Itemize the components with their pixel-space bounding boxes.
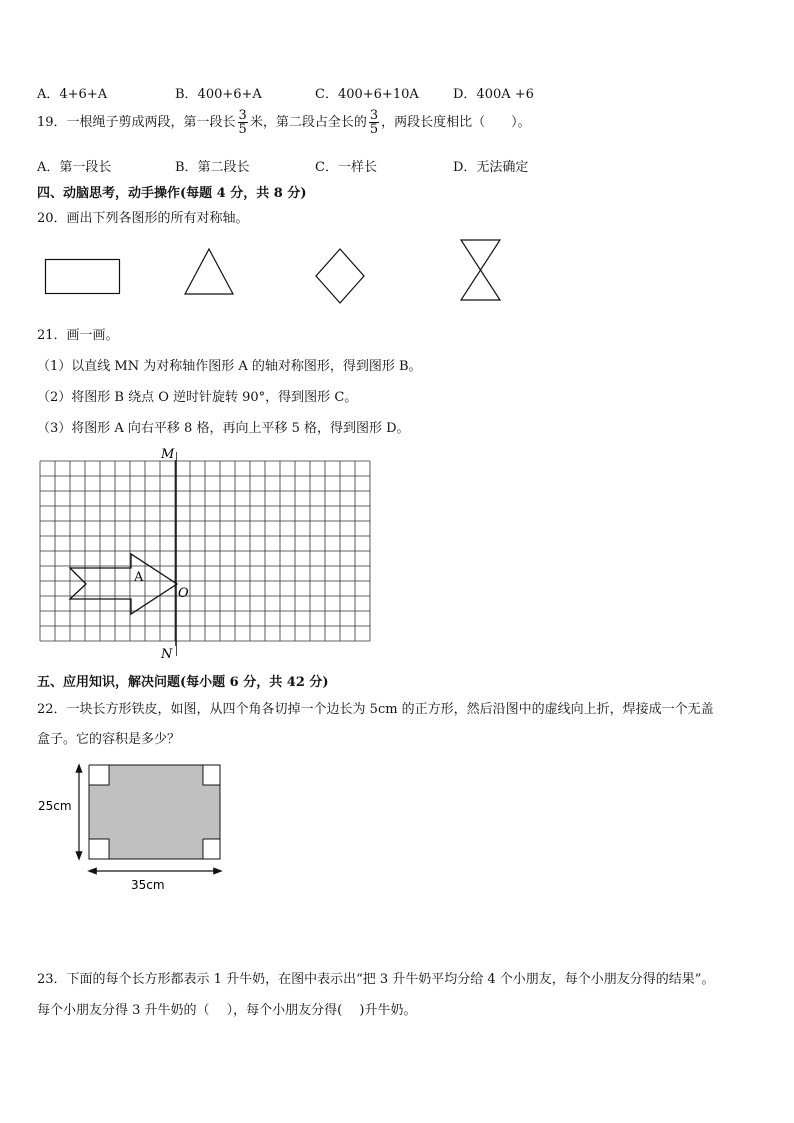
corner-square-tl	[89, 765, 109, 785]
q19-suffix: ，两段长度相比（ ）。	[381, 115, 531, 130]
label-m: M	[161, 447, 175, 462]
q19-option-a: A．第一段长	[37, 160, 112, 175]
q19-fraction-1-denominator: 5	[238, 122, 247, 137]
label-n: N	[161, 647, 173, 662]
q23-line-1: 23．下面的每个长方形都表示 1 升牛奶，在图中表示出“把 3 升牛奶平均分给 4 个小朋友，每个小朋友分得的结果”。	[37, 972, 715, 987]
q21-step-1: （1）以直线 MN 为对称轴作图形 A 的轴对称图形，得到图形 B。	[37, 359, 422, 374]
width-label: 35cm	[131, 878, 165, 892]
q19-option-b: B．第二段长	[175, 160, 250, 175]
q19-fraction-1-numerator: 3	[238, 108, 247, 123]
q18-option-c: C．400+6+10A	[315, 87, 419, 102]
q18-option-d: D．400A +6	[453, 87, 534, 102]
q21-question: 21．画一画。	[37, 328, 119, 343]
box-sides-gray	[89, 785, 220, 839]
q18-option-a: A．4+6+A	[37, 87, 108, 102]
corner-square-br	[203, 839, 220, 859]
q22-line-2: 盒子。它的容积是多少？	[37, 732, 181, 747]
q19-prefix: 19．一根绳子剪成两段，第一段长	[37, 115, 236, 130]
height-label: 25cm	[38, 799, 72, 813]
q19-option-d: D．无法确定	[453, 160, 529, 175]
q19-option-c: C．一样长	[315, 160, 377, 175]
corner-square-tr	[203, 765, 220, 785]
label-a: A	[134, 570, 144, 585]
q21-step-3: （3）将图形 A 向右平移 8 格，再向上平移 5 格，得到图形 D。	[37, 421, 410, 436]
q23-line-2: 每个小朋友分得 3 升牛奶的（ ），每个小朋友分得( )升牛奶。	[37, 1003, 417, 1018]
section-5-title: 五、应用知识，解决问题(每小题 6 分，共 42 分)	[37, 675, 329, 690]
q18-option-b: B．400+6+A	[175, 87, 262, 102]
section-4-title: 四、动脑思考，动手操作(每题 4 分，共 8 分)	[37, 186, 307, 201]
q19-fraction-2-denominator: 5	[369, 122, 379, 137]
label-o: O	[178, 586, 189, 601]
q19-fraction-2-numerator: 3	[369, 108, 379, 123]
corner-square-bl	[89, 839, 109, 859]
q20-question: 20．画出下列各图形的所有对称轴。	[37, 211, 249, 226]
q19-mid: 米，第二段占全长的	[249, 115, 367, 130]
q21-step-2: （2）将图形 B 绕点 O 逆时针旋转 90°，得到图形 C。	[37, 390, 358, 405]
q22-line-1: 22．一块长方形铁皮，如图，从四个角各切掉一个边长为 5cm 的正方形，然后沿图中的虚线向上折，焊接成一个无盖	[37, 702, 714, 717]
